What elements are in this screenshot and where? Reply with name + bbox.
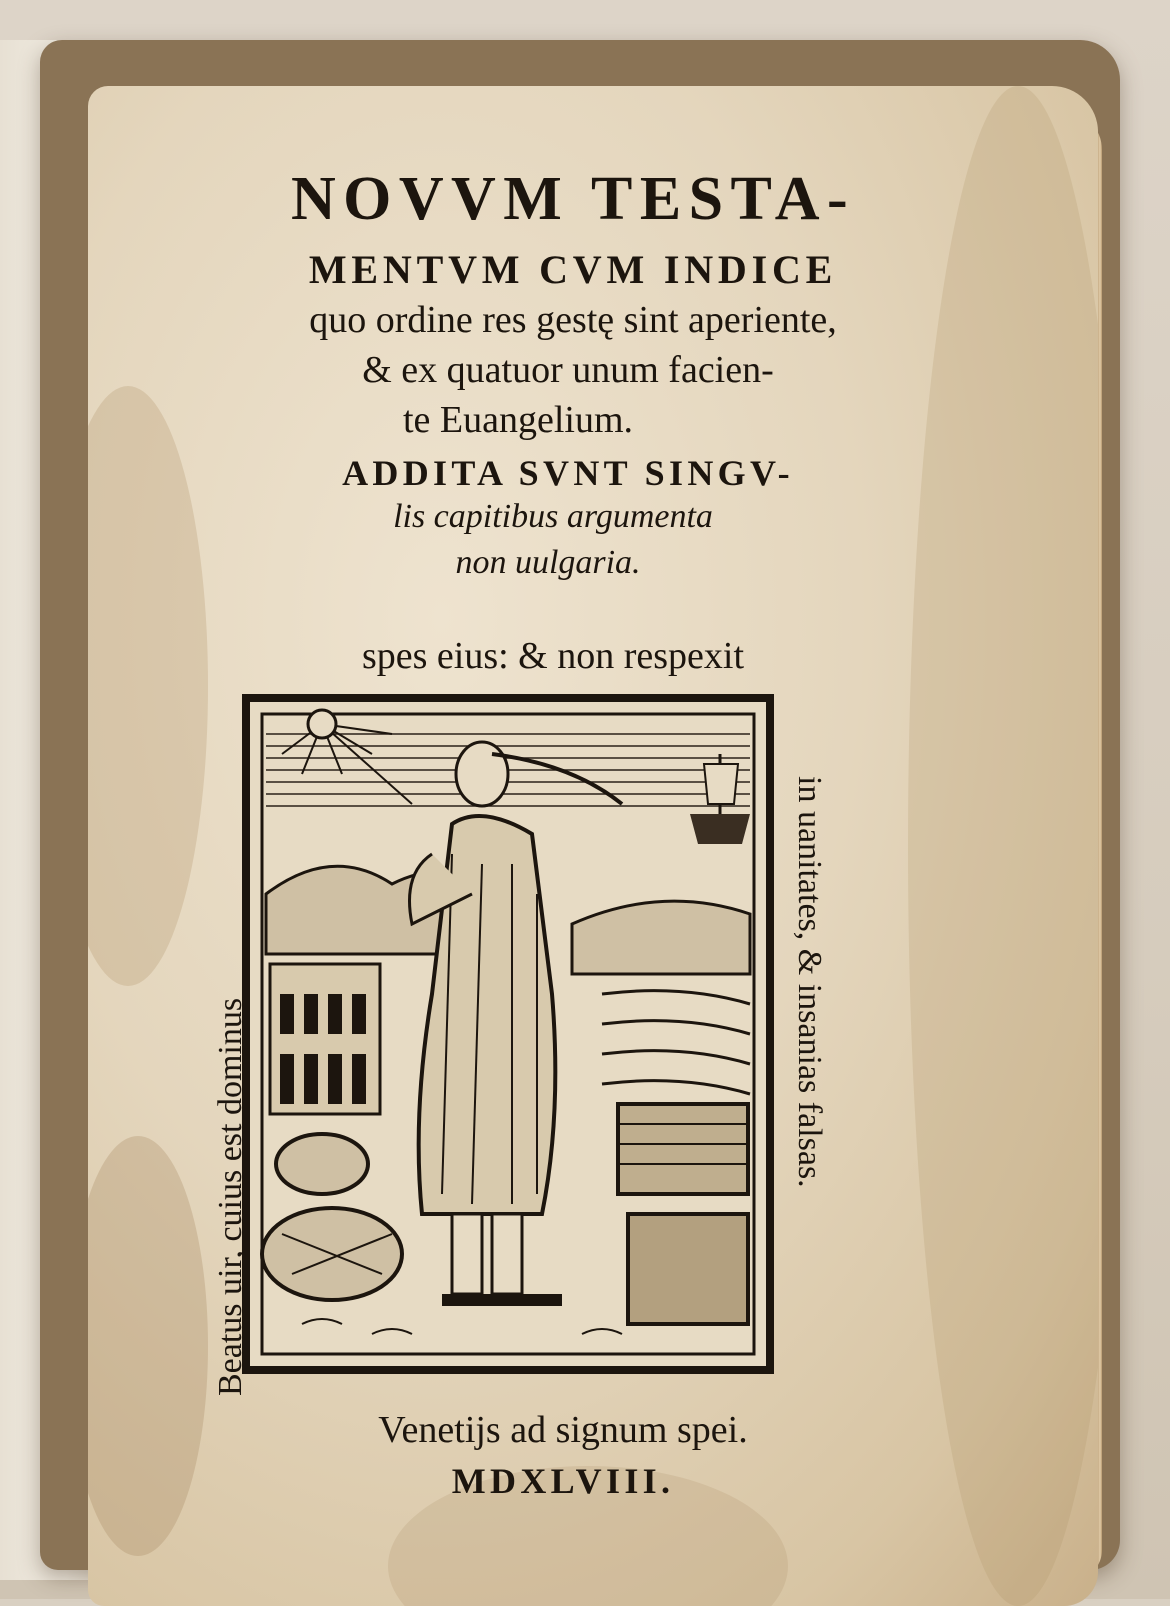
title-line-1: NOVVM TESTA- — [290, 165, 856, 233]
title-line-8: non uulgaria. — [455, 544, 641, 581]
title-line-6: ADDITA SVNT SINGV- — [342, 453, 794, 493]
title-line-3: quo ordine res gestę sint aperiente, — [309, 299, 837, 341]
woodcut-illustration — [242, 694, 774, 1374]
imprint-year: MDXLVIII. — [451, 1461, 675, 1501]
woodcut-motto-top: spes eius: & non respexit — [361, 635, 745, 677]
woodcut-motto-left: Beatus uir, cuius est dominus — [212, 997, 249, 1396]
book — [40, 40, 1120, 1570]
title-line-7: lis capitibus argumenta — [393, 498, 713, 535]
title-line-5: te Euangelium. — [402, 399, 634, 441]
title-page — [88, 86, 1098, 1606]
woodcut-motto-right: in uanitates, & insanias falsas. — [791, 776, 828, 1188]
imprint-line: Venetijs ad signum spei. — [378, 1409, 748, 1451]
title-line-4: & ex quatuor unum facien- — [362, 349, 774, 391]
title-line-2: MENTVM CVM INDICE — [308, 247, 838, 292]
